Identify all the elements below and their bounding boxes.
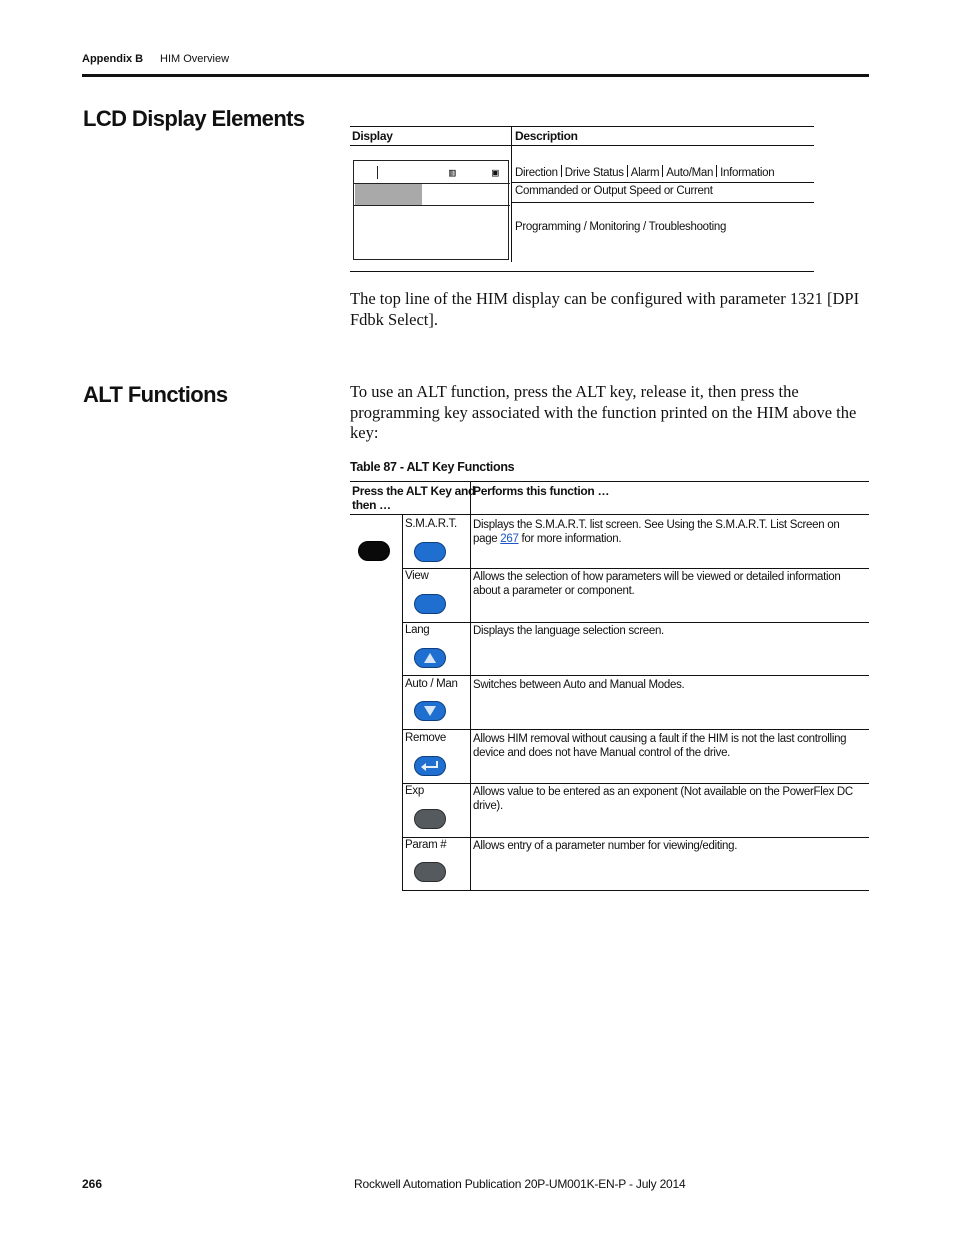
enter-arrow-icon <box>420 760 440 772</box>
page-267-link[interactable]: 267 <box>500 533 519 545</box>
lcd-col-display: Display <box>352 129 393 143</box>
lcd-row-programming: Programming / Monitoring / Troubleshooting <box>515 221 727 233</box>
function-smart: Displays the S.M.A.R.T. list screen. See Using the S.M.A.R.T. List Screen on page 267 for more information. <box>473 519 840 545</box>
lcd-alarm-label: Alarm <box>630 167 660 179</box>
view-key-icon <box>414 594 446 614</box>
up-arrow-icon <box>424 653 436 663</box>
lcd-row-rule <box>512 202 814 203</box>
key-label-remove: Remove <box>405 732 447 744</box>
lcd-heading: LCD Display Elements <box>83 106 305 131</box>
alt-row-rule <box>402 568 869 569</box>
page-number: 266 <box>82 1177 103 1191</box>
alt-row-rule <box>402 675 869 676</box>
lcd-screen-line <box>354 205 510 206</box>
key-label-param: Param # <box>405 839 447 851</box>
lcd-table-top-rule <box>350 126 814 127</box>
alarm-icon: ▥ <box>449 166 456 179</box>
lcd-header-rule <box>350 145 814 146</box>
function-remove: Allows HIM removal without causing a fault if the HIM is not the last controlling device and does not have Manual control of the drive. <box>473 733 847 759</box>
exp-key-icon <box>414 809 446 829</box>
header-section: Appendix B <box>82 53 144 65</box>
key-label-exp: Exp <box>405 785 424 797</box>
table-caption: Table 87 - ALT Key Functions <box>350 460 515 474</box>
alt-col-function: Performs this function … <box>473 484 610 498</box>
header-rule <box>82 74 869 77</box>
function-exp: Allows value to be entered as an exponent (Not available on the PowerFlex DC drive). <box>473 786 853 812</box>
lcd-col-description: Description <box>515 129 578 143</box>
lcd-direction-marker <box>377 166 378 179</box>
key-label-lang: Lang <box>405 624 430 636</box>
lcd-row-status-elements <box>515 165 774 179</box>
enter-key-icon <box>414 756 446 776</box>
key-label-auto-man: Auto / Man <box>405 678 458 690</box>
lcd-note: The top line of the HIM display can be configured with parameter 1321 [DPI Fdbk Select]. <box>350 289 860 329</box>
header-title: HIM Overview <box>160 53 230 65</box>
alt-intro: To use an ALT function, press the ALT key, release it, then press the programming key associated with the function printed on the HIM above the key: <box>350 382 857 442</box>
alt-column-divider <box>470 481 471 891</box>
lcd-row-speed: Commanded or Output Speed or Current <box>515 185 713 197</box>
function-auto-man: Switches between Auto and Manual Modes. <box>473 679 685 691</box>
alt-table-header-rule <box>350 514 869 515</box>
function-lang: Displays the language selection screen. <box>473 625 664 637</box>
alt-row-rule <box>402 729 869 730</box>
lcd-drive-status-label: Drive Status <box>564 167 624 179</box>
key-label-view: View <box>405 570 429 582</box>
lcd-direction-label: Direction <box>515 167 558 179</box>
alt-col-key: Press the ALT Key and then … <box>352 484 476 512</box>
lcd-row-rule <box>512 182 814 183</box>
alt-key-icon <box>358 541 390 561</box>
alt-row-rule <box>402 783 869 784</box>
lcd-speed-field <box>355 184 422 205</box>
lcd-information-label: Information <box>720 167 775 179</box>
down-arrow-key-icon <box>414 701 446 721</box>
information-icon: ▣ <box>492 166 499 179</box>
function-view: Allows the selection of how parameters will be viewed or detailed information about a parameter or component. <box>473 571 841 597</box>
up-arrow-key-icon <box>414 648 446 668</box>
down-arrow-icon <box>424 706 436 716</box>
alt-row-rule <box>402 837 869 838</box>
lcd-table-bottom-rule <box>350 271 814 272</box>
key-label-smart: S.M.A.R.T. <box>405 518 457 530</box>
alt-row-rule <box>402 622 869 623</box>
smart-key-icon <box>414 542 446 562</box>
alt-table-top-rule <box>350 481 869 482</box>
param-key-icon <box>414 862 446 882</box>
lcd-auto-man-label: Auto/Man <box>666 167 714 179</box>
alt-heading: ALT Functions <box>83 382 228 407</box>
publication-info: Rockwell Automation Publication 20P-UM001K-EN-P - July 2014 <box>354 1177 686 1191</box>
lcd-column-divider <box>511 126 512 262</box>
alt-table-bottom-rule <box>402 890 869 891</box>
alt-key-column-divider <box>402 514 403 891</box>
function-param: Allows entry of a parameter number for viewing/editing. <box>473 840 738 852</box>
